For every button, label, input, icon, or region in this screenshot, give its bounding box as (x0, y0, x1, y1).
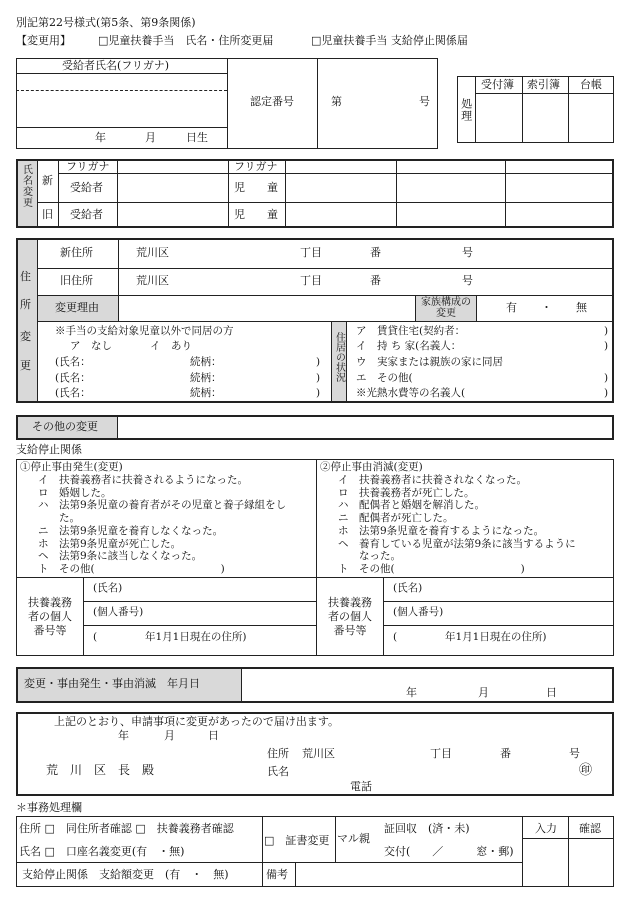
processing-col-index: 索引簿 (527, 78, 560, 91)
birth-day-label: 日生 (186, 131, 208, 144)
office-row2[interactable]: 氏名 □ 口座名義変更(有 ・無) (19, 845, 185, 858)
new-address-label: 新住所 (60, 246, 93, 259)
cert-prefix: 第 (331, 95, 342, 108)
address-side-3: 変 (20, 330, 31, 343)
supporter-addr-left: 年1月1日現在の住所) (145, 631, 247, 643)
housing-rental[interactable]: ア 賃貸住宅(契約者： (356, 325, 466, 337)
new-address-chome: 丁目 (300, 246, 322, 259)
family-change-dot: ・ (541, 301, 552, 314)
old-address-ban: 番 (370, 274, 381, 287)
office-row3[interactable]: 支給停止関係 支給額変更 (有 ・ 無) (22, 868, 229, 881)
applicant-address-ward: 荒川区 (302, 747, 335, 760)
address-side-2: 所 (20, 298, 31, 311)
cohabit-close-2: ) (316, 372, 321, 384)
name-old-label: 旧 (42, 208, 53, 221)
applicant-name-label: 氏名 (267, 765, 289, 778)
stop-event-list (38, 474, 286, 576)
stop-cancel-item[interactable]: ヘ 養育している児童が法第9条に該当するように (338, 537, 576, 550)
supporter-label-right: 扶養義務 者の個人 番号等 (328, 596, 372, 637)
new-address-field[interactable] (180, 240, 610, 267)
stop-cancel-item[interactable]: ニ 配偶者が死亡した。 (338, 512, 454, 525)
applicant-address-field[interactable] (340, 746, 610, 762)
event-date-year: 年 (406, 686, 417, 699)
stop-event-item[interactable]: ニ 法第9条児童を養育しなくなった。 (38, 524, 224, 537)
supporter-addr-open-right: ( (393, 631, 398, 643)
stop-event-item[interactable]: ハ 法第9条児童の養育者がその児童と養子縁組をし (38, 499, 287, 512)
new-recipient-name-field[interactable] (118, 174, 227, 201)
family-change-label: 家族構成の変更 (421, 297, 471, 319)
cohabit-some-option[interactable]: イ あり (150, 340, 192, 352)
change-reason-label: 変更理由 (55, 301, 99, 314)
stop-cancel-item[interactable]: ト その他( ) (338, 562, 525, 575)
purpose-label: 【変更用】 (16, 34, 71, 47)
supporter-id-right: (個人番号) (393, 606, 444, 618)
stop-event-item[interactable]: ロ 婚姻した。 (38, 486, 112, 499)
event-date-day: 日 (546, 686, 557, 699)
supporter-addr-right: 年1月1日現在の住所) (445, 631, 547, 643)
cert-suffix: 号 (419, 95, 430, 108)
address-side-4: 更 (20, 359, 31, 372)
cohabit-rel-2: 続柄： (190, 372, 222, 384)
housing-other[interactable]: エ その他( (356, 372, 413, 384)
declaration-statement: 上記のとおり、申請事項に変更があったので届け出ます。 (54, 715, 340, 728)
declaration-month: 月 (164, 729, 175, 742)
applicant-address-ban: 番 (500, 747, 511, 760)
old-address-ward: 荒川区 (136, 274, 169, 287)
confirm-label: 確認 (579, 822, 601, 835)
office-row1[interactable]: 住所 □ 同住所者確認 □ 扶養義務者確認 (19, 822, 234, 835)
supporter-name-left: (氏名) (93, 582, 123, 594)
stop-cancel-item: なった。 (338, 550, 401, 563)
cert-change-checkbox[interactable]: □ 証書変更 (264, 834, 330, 847)
new-child-name-field[interactable] (286, 174, 613, 201)
new-child-label: 児 童 (234, 181, 278, 194)
cohabit-name-1: (氏名： (55, 356, 91, 368)
stop-event-item[interactable]: ホ 法第9条児童が死亡した。 (38, 537, 182, 550)
housing-close-2: ) (604, 340, 609, 352)
new-address-ward: 荒川区 (136, 246, 169, 259)
cohabit-rel-3: 続柄： (190, 387, 222, 399)
stop-cancel-item[interactable]: イ 扶養義務者に扶養されなくなった。 (338, 474, 527, 486)
old-address-label: 旧住所 (60, 274, 93, 287)
supporter-addr-open-left: ( (93, 631, 98, 643)
stop-event-item[interactable]: ト その他( ) (38, 562, 225, 575)
new-address-go: 号 (462, 246, 473, 259)
recipient-furigana-label: フリガナ (66, 160, 110, 173)
recipient-name-label: 受給者氏名(フリガナ) (62, 59, 170, 72)
applicant-name-field[interactable] (295, 764, 565, 780)
cohabit-rel-1: 続柄： (190, 356, 222, 368)
stop-cancel-list (338, 474, 576, 576)
cohabit-name-3: (氏名： (55, 387, 91, 399)
new-address-ban: 番 (370, 246, 381, 259)
suspension-title: 支給停止関係 (16, 443, 82, 456)
stop-cancel-heading: ②停止事由消滅(変更) (320, 461, 423, 473)
utility-name-holder: ※光熱水費等の名義人( (356, 387, 466, 399)
form-number: 別記第22号様式(第5条、第9条関係) (16, 16, 196, 29)
event-date-field[interactable] (244, 669, 612, 701)
birth-year-label: 年 (95, 131, 106, 144)
maru-oya-label: マル親 (337, 832, 370, 845)
name-change-side-label: 氏名変更 (20, 164, 32, 208)
housing-owned[interactable]: イ 持 ち 家(名義人： (356, 340, 462, 352)
child-furigana-label: フリガナ (234, 160, 278, 173)
applicant-address-label: 住所 (267, 747, 289, 760)
old-recipient-label: 受給者 (70, 208, 103, 221)
housing-family[interactable]: ウ 実家または親族の家に同居 (356, 356, 503, 368)
housing-close-4: ) (604, 387, 609, 399)
stop-event-item[interactable]: ヘ 法第9条に該当しなくなった。 (38, 550, 203, 563)
cohabit-note: ※手当の支給対象児童以外で同居の方 (55, 325, 234, 337)
suspension-checkbox[interactable]: □児童扶養手当 支給停止関係届 (311, 34, 468, 47)
remarks-field[interactable] (297, 864, 520, 885)
stop-event-heading: ①停止事由発生(変更) (20, 461, 123, 473)
birth-month-label: 月 (145, 131, 156, 144)
seal-mark: ㊞ (579, 763, 593, 778)
old-child-label: 児 童 (234, 208, 278, 221)
applicant-phone-field[interactable] (380, 780, 610, 794)
input-label: 入力 (535, 822, 557, 835)
applicant-phone-label: 電話 (350, 780, 372, 793)
remarks-label: 備考 (266, 868, 288, 881)
cohabit-none-option[interactable]: ア なし (70, 340, 112, 352)
old-recipient-name-field[interactable] (118, 203, 227, 227)
name-address-change-checkbox[interactable]: □児童扶養手当 氏名・住所変更届 (98, 34, 274, 47)
other-change-field[interactable] (119, 417, 612, 438)
name-new-label: 新 (42, 174, 53, 187)
mayor-addressee: 荒 川 区 長 殿 (46, 763, 155, 777)
supporter-label-left: 扶養義務 者の個人 番号等 (28, 596, 72, 637)
stop-cancel-item[interactable]: ハ 配偶者と婚姻を解消した。 (338, 499, 485, 512)
cohabit-close-1: ) (316, 356, 321, 368)
old-address-chome: 丁目 (300, 274, 322, 287)
other-change-label: その他の変更 (32, 420, 98, 433)
stop-cancel-item[interactable]: ホ 法第9条児童を養育するようになった。 (338, 524, 545, 537)
cohabit-close-3: ) (316, 387, 321, 399)
stop-event-item: た。 (38, 512, 80, 525)
declaration-year: 年 (118, 729, 129, 742)
delivery-field[interactable]: 交付( ／ 窓・郵) (384, 845, 514, 858)
event-date-label: 変更・事由発生・事由消滅 年月日 (24, 677, 200, 690)
stop-event-item[interactable]: イ 扶養義務者に扶養されるようになった。 (38, 474, 248, 486)
family-change-yes[interactable]: 有 (506, 301, 517, 314)
cert-collect[interactable]: 証回収 (済・未) (384, 822, 470, 835)
cert-number-label: 認定番号 (250, 95, 294, 108)
family-change-no[interactable]: 無 (576, 301, 587, 314)
stop-cancel-item[interactable]: ロ 扶養義務者が死亡した。 (338, 486, 475, 499)
old-address-go: 号 (462, 274, 473, 287)
change-reason-field[interactable] (119, 296, 414, 320)
office-use-title: ＊事務処理欄 (16, 801, 82, 814)
housing-status-label: 住居の状況 (333, 332, 345, 382)
processing-col-reception: 受付簿 (481, 78, 514, 91)
processing-label: 処理 (459, 98, 473, 122)
address-side-1: 住 (20, 270, 31, 283)
housing-close-1: ) (604, 325, 609, 337)
supporter-id-left: (個人番号) (93, 606, 144, 618)
old-child-name-field[interactable] (286, 203, 613, 227)
cohabit-name-2: (氏名： (55, 372, 91, 384)
old-address-field[interactable] (180, 269, 610, 294)
supporter-name-right: (氏名) (393, 582, 423, 594)
applicant-address-chome: 丁目 (430, 747, 452, 760)
declaration-day: 日 (208, 729, 219, 742)
event-date-month: 月 (478, 686, 489, 699)
applicant-address-go: 号 (569, 747, 580, 760)
housing-close-3: ) (604, 372, 609, 384)
processing-col-ledger: 台帳 (580, 78, 602, 91)
new-recipient-label: 受給者 (70, 181, 103, 194)
recipient-name-field[interactable] (18, 92, 225, 125)
